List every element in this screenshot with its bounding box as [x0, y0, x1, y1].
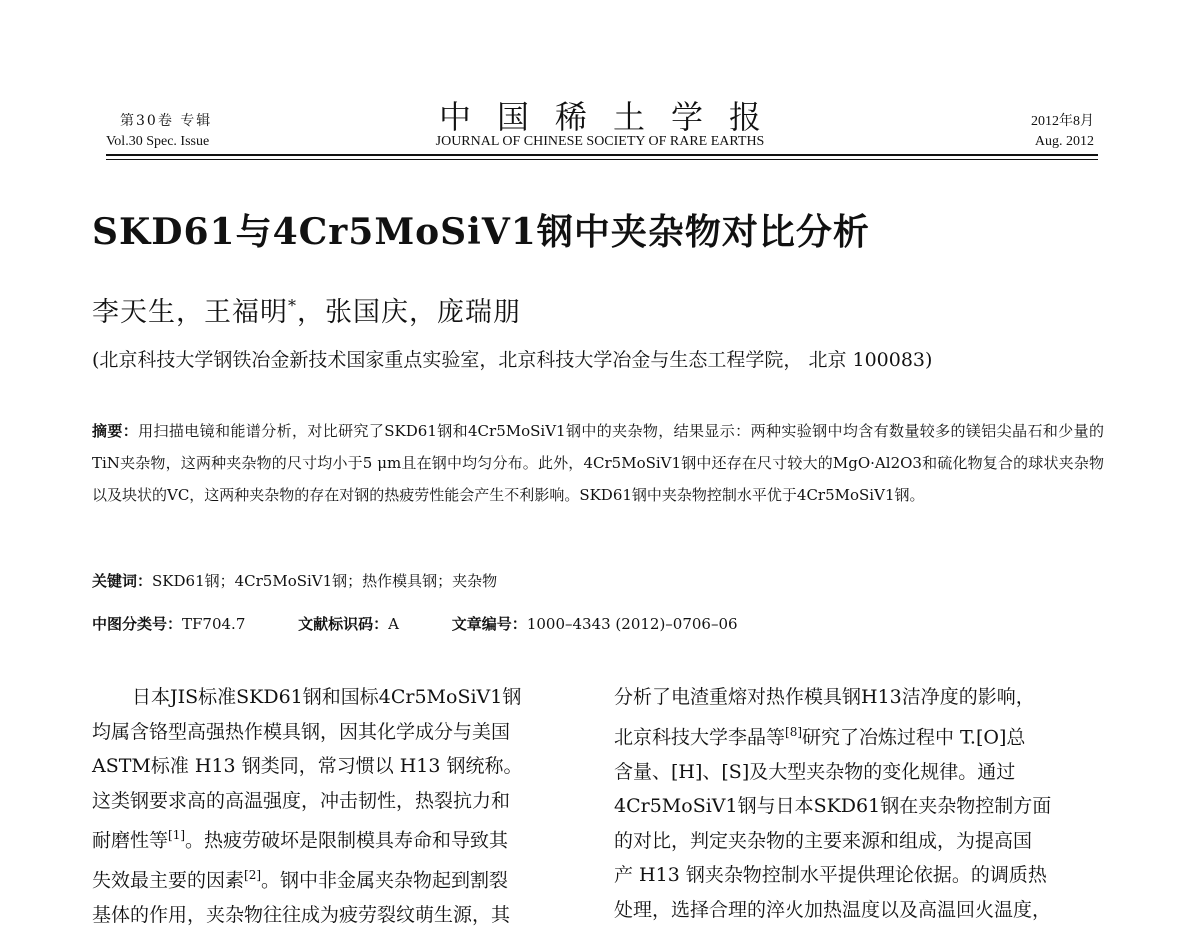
- body-text: 失效最主要的因素: [92, 869, 245, 892]
- abstract: [92, 415, 1104, 511]
- body-line: [614, 715, 1096, 755]
- body-text: 研究了冶炼过程中 T.[O]总: [802, 725, 1026, 748]
- corresponding-author-mark: *: [288, 296, 297, 315]
- classification-row: [92, 613, 786, 634]
- document-code: [298, 615, 399, 633]
- body-line: [92, 818, 564, 858]
- clc-number: [92, 615, 245, 633]
- body-text: 耐磨性等: [92, 829, 169, 852]
- article-number: [452, 615, 738, 633]
- body-line: [92, 858, 564, 898]
- body-text: 。热疲劳破坏是限制模具寿命和导致其: [185, 829, 509, 852]
- authors-rest: ，张国庆，庞瑞朋: [297, 297, 521, 328]
- clc-value: TF704.7: [182, 615, 246, 633]
- header-rule-thick: [106, 154, 1098, 156]
- citation-ref: [8]: [785, 724, 803, 739]
- body-line: 的对比，判定夹杂物的主要来源和组成，为提高国: [614, 829, 1033, 852]
- article-label: 文章编号：: [451, 615, 527, 633]
- doc-value: A: [388, 615, 400, 633]
- header-rule-thin: [106, 159, 1098, 160]
- body-text: 。钢中非金属夹杂物起到割裂: [261, 869, 509, 892]
- body-line: 均属含铬型高强热作模具钢，因其化学成分与美国: [92, 720, 511, 743]
- authors-first: 李天生，王福明: [92, 297, 288, 328]
- citation-ref: [2]: [244, 868, 262, 883]
- body-line: 产 H13 钢夹杂物控制水平提供理论依据。的调质热: [614, 864, 1047, 887]
- author-list: [92, 290, 521, 329]
- body-line: 这类钢要求高的高温强度，冲击韧性，热裂抗力和: [92, 789, 511, 812]
- affiliation: (北京科技大学钢铁冶金新技术国家重点实验室，北京科技大学冶金与生态工程学院， 北京 100083): [92, 349, 933, 371]
- clc-label: 中图分类号：: [92, 615, 183, 633]
- body-line: 处理，选择合理的淬火加热温度以及高温回火温度，: [614, 898, 1052, 921]
- body-line: 基体的作用，夹杂物往往成为疲劳裂纹萌生源，其: [92, 904, 511, 927]
- keywords-label: 关键词：: [92, 572, 153, 590]
- body-line: 含量、[H]、[S]及大型夹杂物的变化规律。通过: [614, 760, 1016, 783]
- paper-title: SKD61与4Cr5MoSiV1钢中夹杂物对比分析: [92, 211, 870, 253]
- journal-name: 中国稀土学报: [438, 98, 787, 136]
- journal-volume-label-en: Vol.30 Spec. Issue: [106, 134, 210, 149]
- abstract-label: 摘要：: [92, 422, 139, 440]
- keywords-text: SKD61钢；4Cr5MoSiV1钢；热作模具钢；夹杂物: [152, 572, 498, 590]
- body-line: ASTM标准 H13 钢类同，常习惯以 H13 钢统称。: [92, 755, 523, 778]
- journal-volume-label: 第30卷 专辑: [120, 113, 213, 129]
- body-text: 北京科技大学李晶等: [614, 725, 786, 748]
- abstract-text: 用扫描电镜和能谱分析，对比研究了SKD61钢和4Cr5MoSiV1钢中的夹杂物，结果显示：两种实验钢中均含有数量较多的镁铝尖晶石和少量的TiN夹杂物，这两种夹杂物的尺寸均小于5 μm且在钢中均匀分布。此外，4Cr5MoSiV1钢中还存在尺寸较大的MgO·Al2O3和硫化物复合的球状夹杂物以及块状的VC，这两种夹杂物的存在对钢的热疲劳性能会产生不利影响。SKD61钢中夹杂物控制水平优于4Cr5MoSiV1钢。: [92, 422, 1104, 504]
- journal-name-en: JOURNAL OF CHINESE SOCIETY OF RARE EARTHS: [435, 134, 765, 149]
- body-column-right: [614, 680, 1096, 927]
- body-line: 分析了电渣重熔对热作模具钢H13洁净度的影响，: [614, 686, 1035, 708]
- body-line: 4Cr5MoSiV1钢与日本SKD61钢在夹杂物控制方面: [614, 795, 1052, 818]
- issue-date: 2012年8月: [1031, 114, 1094, 129]
- doc-label: 文献标识码：: [298, 615, 389, 633]
- issue-date-en: Aug. 2012: [1034, 134, 1094, 149]
- body-column-left: [92, 680, 564, 933]
- article-value: 1000–4343 (2012)–0706–06: [526, 615, 738, 633]
- keywords: [92, 570, 497, 591]
- body-line: 日本JIS标准SKD61钢和国标4Cr5MoSiV1钢: [132, 686, 522, 708]
- citation-ref: [1]: [168, 828, 186, 843]
